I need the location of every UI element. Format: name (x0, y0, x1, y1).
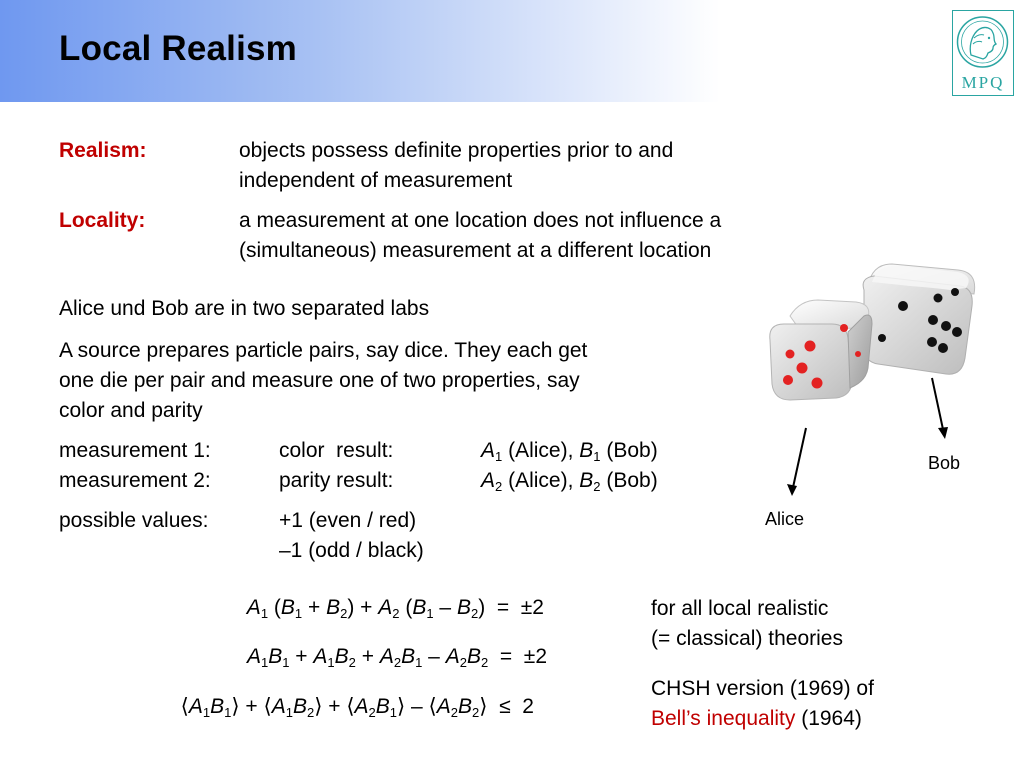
locality-def-line-1: a measurement at one location does not influence a (239, 209, 722, 232)
alice-index: 1 (495, 449, 503, 464)
realism-term: Realism: (59, 139, 147, 162)
math-symbol: B (210, 695, 225, 718)
math-symbol: B (412, 596, 427, 619)
math-symbol: A (379, 645, 394, 668)
locality-term: Locality: (59, 209, 146, 232)
source-line-3: color and parity (59, 399, 203, 422)
math-symbol: A (313, 645, 328, 668)
equation-1 (247, 596, 544, 620)
alice-index: 2 (495, 479, 503, 494)
bob-arrow (932, 378, 944, 434)
labs-text: Alice und Bob are in two separated labs (59, 297, 430, 320)
math-subscript: 2 (306, 705, 315, 720)
measurement-2-result (481, 466, 658, 496)
source-line-2: one die per pair and measure one of two properties, say (59, 369, 580, 392)
measurement-1-kind: color result: (279, 439, 394, 462)
math-operator: + (289, 645, 314, 668)
bob-name: (Bob) (600, 439, 658, 462)
possible-value-2: –1 (odd / black) (279, 539, 424, 562)
math-subscript: 2 (392, 606, 400, 621)
mpq-logo (952, 10, 1014, 96)
classical-note-line-2: (= classical) theories (651, 627, 843, 650)
math-subscript: 1 (415, 655, 423, 670)
math-operator: – (433, 596, 457, 619)
black-die (863, 264, 975, 374)
minerva-head-icon (953, 11, 1012, 73)
math-operator: ) = ±2 (478, 596, 544, 619)
slide-title: Local Realism (59, 29, 297, 68)
math-operator: + (302, 596, 327, 619)
measurement-1-result (481, 436, 658, 466)
classical-note-line-1: for all local realistic (651, 597, 829, 620)
math-subscript: 2 (393, 655, 402, 670)
math-subscript: 2 (450, 705, 458, 720)
math-symbol: A (246, 645, 261, 668)
math-symbol: B (326, 596, 341, 619)
bob-label: Bob (928, 453, 961, 473)
math-symbol: B (334, 645, 349, 668)
possible-values-label: possible values: (59, 509, 209, 532)
bell-inequality-text: Bell’s inequality (651, 707, 796, 730)
equation-2 (247, 645, 547, 669)
bob-index: 2 (593, 479, 601, 494)
math-symbol: A (188, 695, 203, 718)
math-operator: ⟩ + ⟨ (231, 695, 272, 718)
math-subscript: 2 (340, 606, 348, 621)
alice-name: (Alice), (502, 469, 580, 492)
math-symbol: B (280, 596, 295, 619)
math-operator: ( (268, 596, 281, 619)
math-operator: ⟨ (180, 695, 189, 718)
math-subscript: 1 (285, 705, 293, 720)
dice-illustration (760, 258, 1000, 508)
bob-arrowhead (938, 427, 948, 439)
math-symbol: B (456, 596, 471, 619)
math-symbol: B (375, 695, 390, 718)
chsh-line-1: CHSH version (1969) of (651, 677, 874, 700)
math-operator: = ±2 (488, 645, 547, 668)
math-subscript: 1 (202, 705, 211, 720)
measurement-2-label: measurement 2: (59, 469, 211, 492)
math-symbol: B (268, 645, 283, 668)
math-symbol: A (378, 596, 393, 619)
math-subscript: 2 (459, 655, 467, 670)
alice-symbol: A (481, 469, 496, 492)
math-symbol: A (354, 695, 369, 718)
math-operator: ⟩ + ⟨ (314, 695, 355, 718)
math-symbol: A (445, 645, 460, 668)
math-subscript: 2 (472, 705, 480, 720)
math-operator: ( (399, 596, 413, 619)
math-subscript: 1 (389, 705, 398, 720)
realism-def-line-1: objects possess definite properties prior to and (239, 139, 674, 162)
math-symbol: B (401, 645, 416, 668)
math-subscript: 1 (327, 655, 335, 670)
math-subscript: 1 (282, 655, 290, 670)
math-subscript: 1 (224, 705, 232, 720)
measurement-1-label: measurement 1: (59, 439, 211, 462)
math-symbol: A (271, 695, 286, 718)
math-operator: + (355, 645, 380, 668)
math-subscript: 1 (260, 655, 269, 670)
math-subscript: 1 (294, 606, 303, 621)
math-subscript: 1 (260, 606, 269, 621)
measurement-2-kind: parity result: (279, 469, 394, 492)
math-subscript: 2 (480, 655, 489, 670)
red-die (770, 300, 872, 400)
bob-symbol: B (579, 469, 594, 492)
bob-name: (Bob) (600, 469, 658, 492)
math-symbol: B (466, 645, 481, 668)
math-subscript: 1 (426, 606, 434, 621)
source-line-1: A source prepares particle pairs, say dice. They each get (59, 339, 588, 362)
alice-arrowhead (787, 484, 797, 496)
math-operator: ⟩ – ⟨ (397, 695, 437, 718)
alice-label: Alice (765, 509, 805, 529)
realism-def-line-2: independent of measurement (239, 169, 513, 192)
chsh-line-2 (651, 704, 862, 734)
bell-year-text: (1964) (795, 707, 862, 730)
math-operator: ⟩ ≤ 2 (479, 695, 534, 718)
math-symbol: A (436, 695, 451, 718)
equation-3 (181, 694, 534, 719)
bob-symbol: B (579, 439, 594, 462)
alice-symbol: A (481, 439, 496, 462)
math-subscript: 2 (470, 606, 479, 621)
possible-value-1: +1 (even / red) (279, 509, 417, 532)
math-symbol: A (246, 596, 261, 619)
logo-text: MPQ (961, 73, 1005, 92)
locality-def-line-2: (simultaneous) measurement at a different location (239, 239, 712, 262)
math-symbol: B (458, 695, 473, 718)
alice-name: (Alice), (502, 439, 580, 462)
alice-arrow (792, 428, 806, 492)
math-symbol: B (292, 695, 307, 718)
math-operator: ) + (347, 596, 379, 619)
math-operator: – (422, 645, 446, 668)
math-subscript: 2 (368, 705, 376, 720)
bob-index: 1 (593, 449, 601, 464)
math-subscript: 2 (348, 655, 356, 670)
